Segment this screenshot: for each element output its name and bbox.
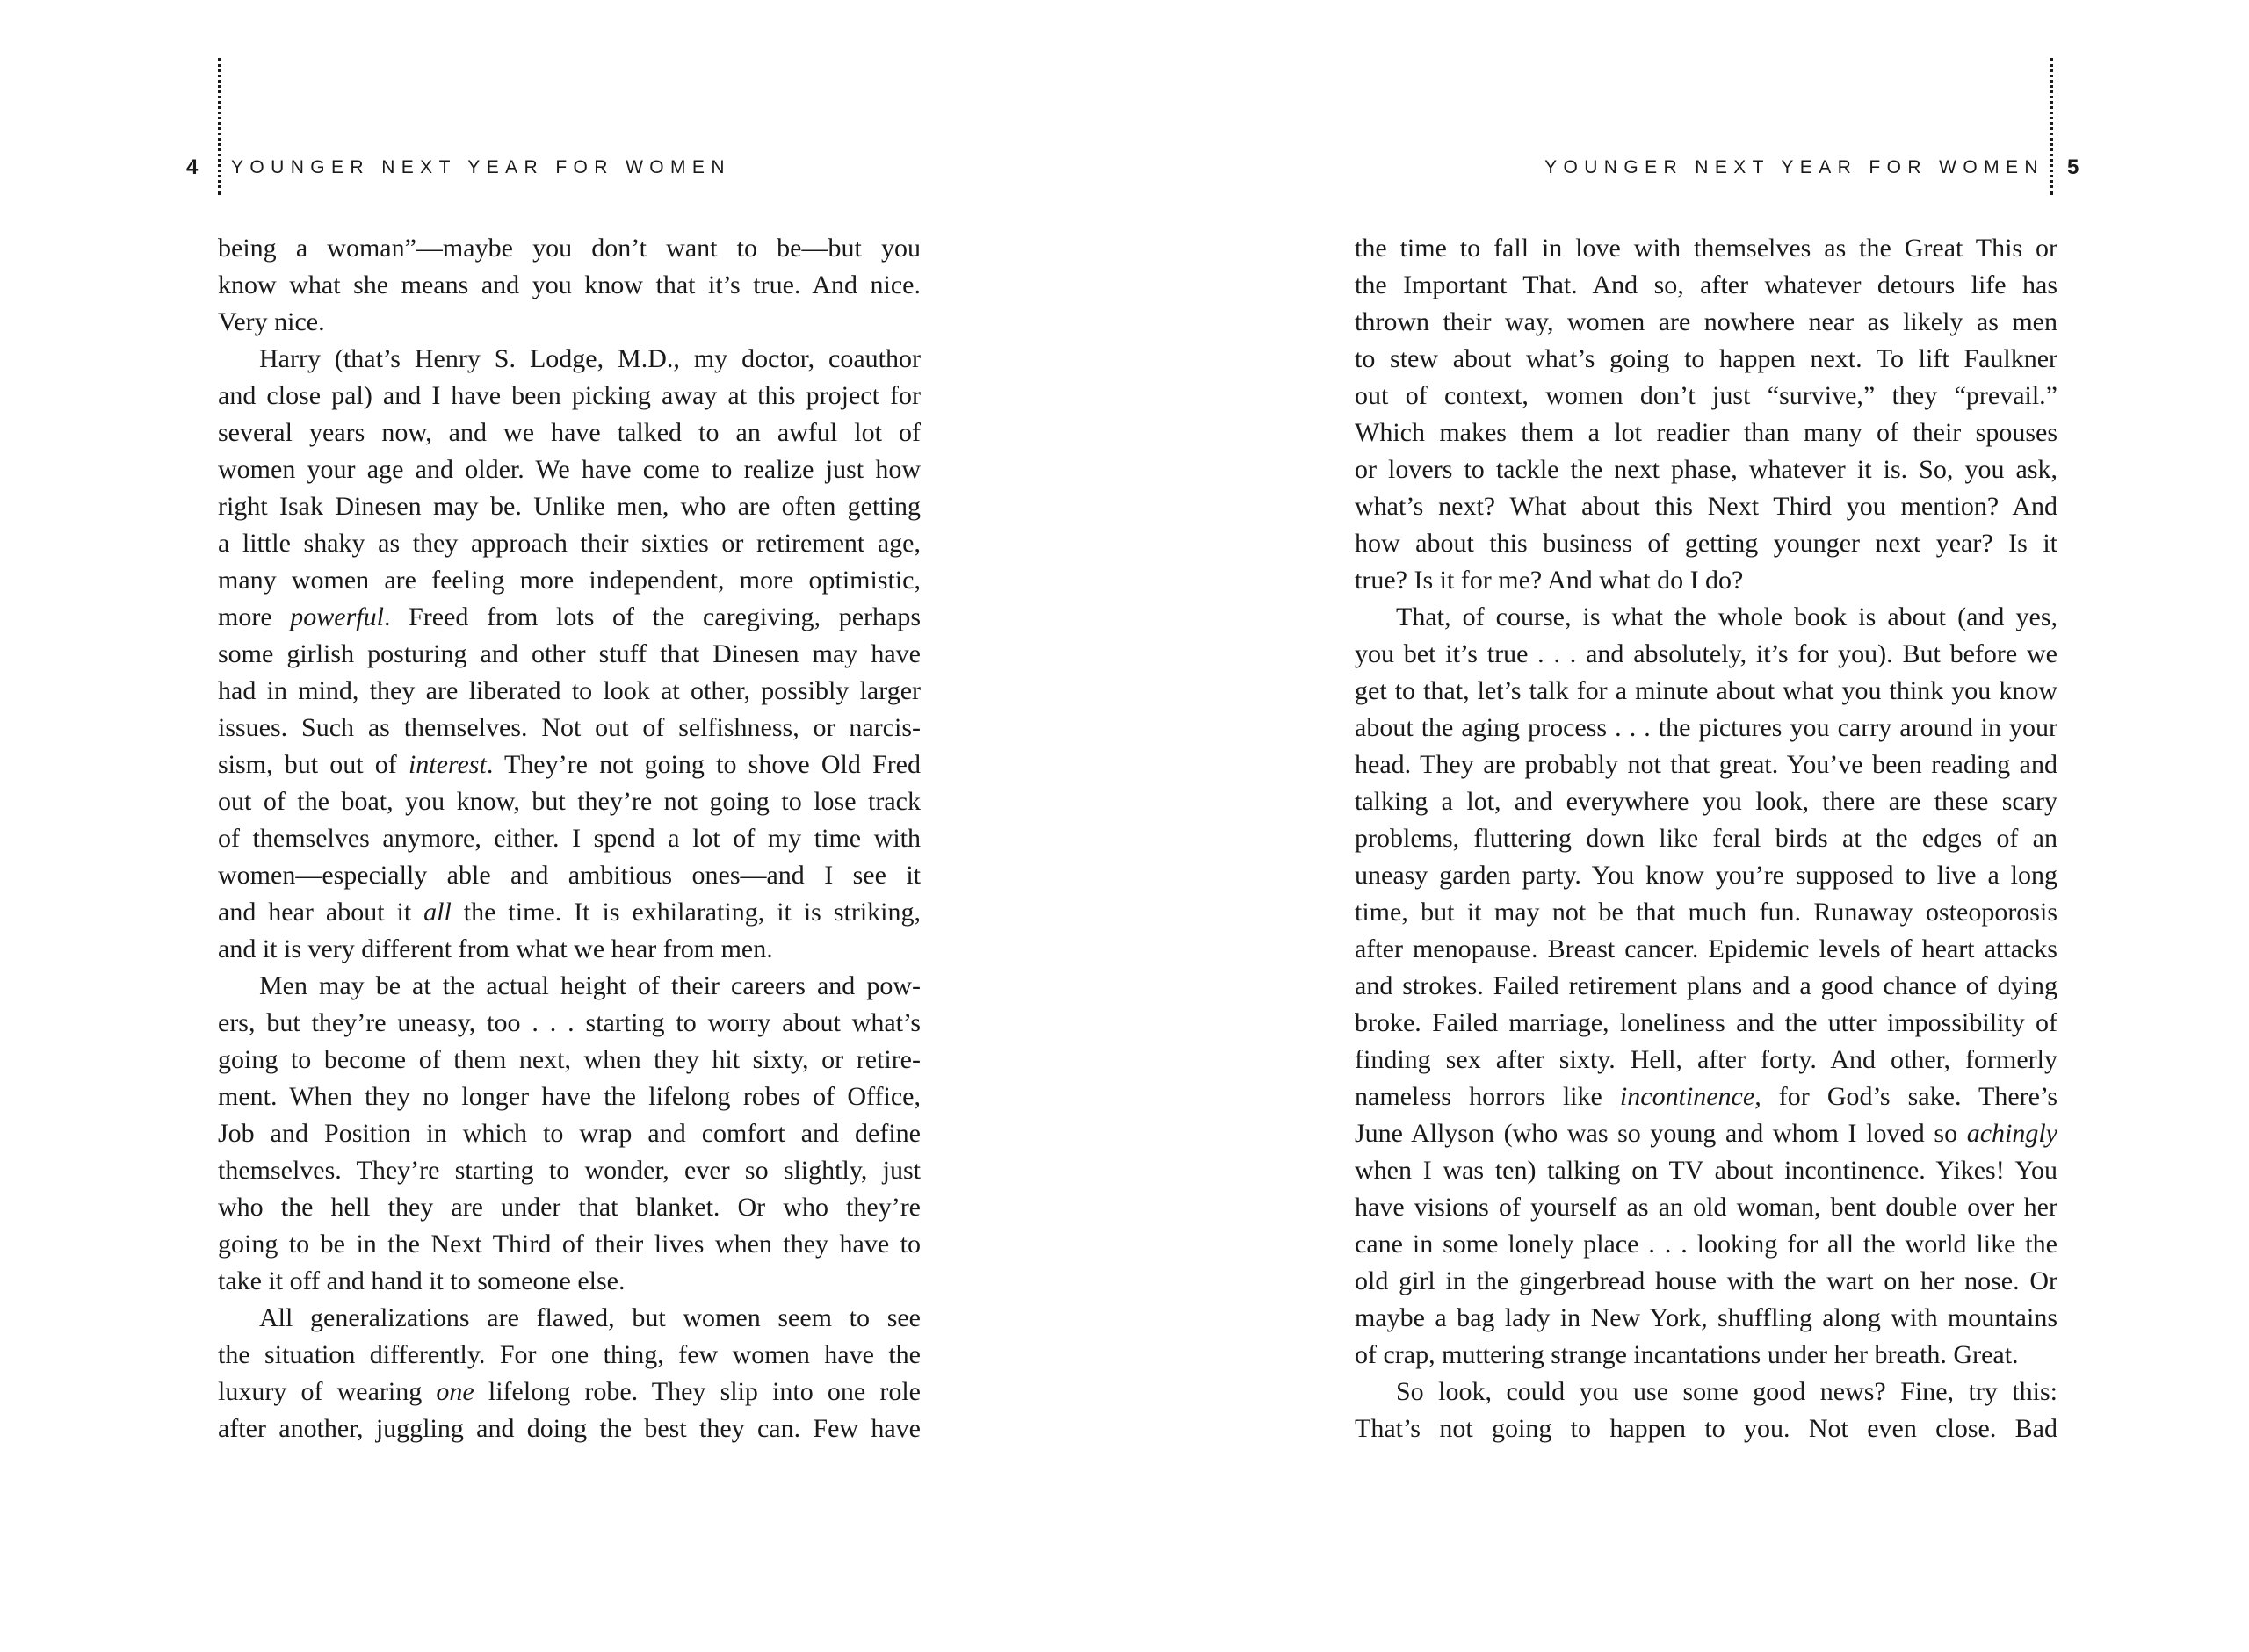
text-line: women—especially able and ambitious ones—and I see it: [218, 861, 921, 890]
text-line: [1355, 1115, 2057, 1152]
text-line: who the hell they are under that blanket. Or who they’re: [218, 1193, 921, 1222]
text-line: being a woman”—maybe you don’t want to be—but you: [218, 234, 921, 263]
text-run: luxury of wearing: [218, 1377, 437, 1406]
text-line: [218, 1374, 921, 1410]
text-line: a little shaky as they approach their sixties or retirement age,: [218, 529, 921, 558]
text-line: some girlish posturing and other stuff that Dinesen may have: [218, 639, 921, 668]
text-line: or lovers to tackle the next phase, whatever it is. So, you ask,: [1355, 455, 2057, 484]
text-line: thrown their way, women are nowhere near as likely as men: [1355, 307, 2057, 336]
text-line: [218, 599, 921, 636]
text-line: out of the boat, you know, but they’re not going to lose track: [218, 787, 921, 816]
body-text: [1355, 230, 2057, 1447]
text-line: several years now, and we have talked to an awful lot of: [218, 418, 921, 447]
text-line: women your age and older. We have come to realize just how: [218, 455, 921, 484]
text-line: going to become of them next, when they hit sixty, or retire-: [218, 1045, 921, 1074]
text-run: . They’re not going to shove Old Fred: [486, 750, 921, 779]
italic-emphasis: powerful: [290, 602, 384, 631]
text-line: old girl in the gingerbread house with the wart on her nose. Or: [1355, 1266, 2057, 1295]
italic-emphasis: achingly: [1966, 1119, 2057, 1148]
text-run: for God’s sake. There’s: [1761, 1082, 2057, 1111]
text-line: Harry (that’s Henry S. Lodge, M.D., my doctor, coauthor: [259, 344, 921, 373]
text-line: talking a lot, and everywhere you look, there are these scary: [1355, 787, 2057, 816]
dotted-rule: [218, 58, 221, 195]
text-line: That’s not going to happen to you. Not even close. Bad: [1355, 1414, 2057, 1443]
page-number: 5: [2067, 155, 2079, 179]
text-line: maybe a bag lady in New York, shuffling along with mountains: [1355, 1303, 2057, 1332]
text-run: sism, but out of: [218, 750, 409, 779]
text-line: many women are feeling more independent, more optimistic,: [218, 566, 921, 595]
running-head: YOUNGER NEXT YEAR FOR WOMEN: [1544, 157, 2044, 177]
italic-emphasis: one: [436, 1377, 474, 1406]
text-line: ment. When they no longer have the lifelong robes of Office,: [218, 1082, 921, 1111]
text-line: out of context, women don’t just “survive,” they “prevail.”: [1355, 381, 2057, 410]
text-line: Which makes them a lot readier than many of their spouses: [1355, 418, 2057, 447]
text-run: . Freed from lots of the caregiving, perhaps: [383, 602, 922, 631]
body-text: [218, 230, 921, 1447]
text-line: how about this business of getting younger next year? Is it: [1355, 529, 2057, 558]
text-line: you bet it’s true . . . and absolutely, it’s for you). But before we: [1355, 639, 2057, 668]
text-line: after menopause. Breast cancer. Epidemic levels of heart attacks: [1355, 934, 2057, 963]
text-line: finding sex after sixty. Hell, after forty. And other, formerly: [1355, 1045, 2057, 1074]
text-line: ers, but they’re uneasy, too . . . starting to worry about what’s: [218, 1008, 921, 1037]
text-line: the situation differently. For one thing, few women have the: [218, 1340, 921, 1369]
text-line: head. They are probably not that great. You’ve been reading and: [1355, 750, 2057, 779]
dotted-rule: [2050, 58, 2053, 195]
running-head: YOUNGER NEXT YEAR FOR WOMEN: [231, 157, 731, 177]
text-run: nameless horrors like: [1355, 1082, 1620, 1111]
text-run: June Allyson (who was so young and whom I loved so: [1355, 1119, 1967, 1148]
text-line: know what she means and you know that it’s true. And nice.: [218, 271, 921, 299]
text-line: have visions of yourself as an old woman, bent double over her: [1355, 1193, 2057, 1222]
text-line: what’s next? What about this Next Third you mention? And: [1355, 492, 2057, 521]
text-line: [218, 747, 921, 783]
text-line: All generalizations are flawed, but women seem to see: [259, 1303, 921, 1332]
left-page: [0, 0, 1124, 1652]
text-line: and it is very different from what we hear from men.: [218, 934, 773, 963]
text-line: So look, could you use some good news? Fine, try this:: [1396, 1377, 2057, 1406]
text-line: uneasy garden party. You know you’re supposed to live a long: [1355, 861, 2057, 890]
text-line: to stew about what’s going to happen next. To lift Faulkner: [1355, 344, 2057, 373]
text-line: the time to fall in love with themselves as the Great This or: [1355, 234, 2057, 263]
text-line: time, but it may not be that much fun. Runaway osteoporosis: [1355, 898, 2057, 927]
right-page: [1124, 0, 2249, 1652]
text-run: lifelong robe. They slip into one role: [474, 1377, 922, 1406]
text-line: themselves. They’re starting to wonder, ever so slightly, just: [218, 1156, 921, 1185]
page-number: 4: [186, 155, 199, 179]
text-line: Job and Position in which to wrap and comfort and define: [218, 1119, 921, 1148]
italic-emphasis: all: [423, 898, 452, 927]
text-line: take it off and hand it to someone else.: [218, 1266, 626, 1295]
text-run: the time. It is exhilarating, it is striking,: [451, 898, 921, 927]
text-line: Very nice.: [218, 307, 325, 336]
italic-emphasis: interest: [408, 750, 487, 779]
text-line: cane in some lonely place . . . looking for all the world like the: [1355, 1230, 2057, 1259]
text-line: [1355, 1078, 2057, 1115]
text-line: That, of course, is what the whole book is about (and yes,: [1396, 602, 2057, 631]
text-line: true? Is it for me? And what do I do?: [1355, 566, 1744, 595]
text-line: had in mind, they are liberated to look at other, possibly larger: [218, 676, 921, 705]
text-line: when I was ten) talking on TV about incontinence. Yikes! You: [1355, 1156, 2057, 1185]
text-run: and hear about it: [218, 898, 424, 927]
text-line: Men may be at the actual height of their careers and pow-: [259, 971, 921, 1000]
text-line: right Isak Dinesen may be. Unlike men, who are often getting: [218, 492, 921, 521]
italic-emphasis: incontinence,: [1619, 1082, 1761, 1111]
text-run: more: [218, 602, 291, 631]
text-line: going to be in the Next Third of their lives when they have to: [218, 1230, 921, 1259]
text-line: and strokes. Failed retirement plans and a good chance of dying: [1355, 971, 2057, 1000]
text-line: the Important That. And so, after whatever detours life has: [1355, 271, 2057, 299]
text-line: get to that, let’s talk for a minute about what you think you know: [1355, 676, 2057, 705]
text-line: of crap, muttering strange incantations under her breath. Great.: [1355, 1340, 2019, 1369]
text-line: about the aging process . . . the pictures you carry around in your: [1355, 713, 2057, 742]
text-line: broke. Failed marriage, loneliness and the utter impossibility of: [1355, 1008, 2057, 1037]
text-line: of themselves anymore, either. I spend a lot of my time with: [218, 824, 921, 853]
text-line: issues. Such as themselves. Not out of selfishness, or narcis-: [218, 713, 921, 742]
text-line: after another, juggling and doing the best they can. Few have: [218, 1414, 921, 1443]
text-line: and close pal) and I have been picking away at this project for: [218, 381, 921, 410]
text-line: [218, 894, 921, 931]
text-line: problems, fluttering down like feral birds at the edges of an: [1355, 824, 2057, 853]
